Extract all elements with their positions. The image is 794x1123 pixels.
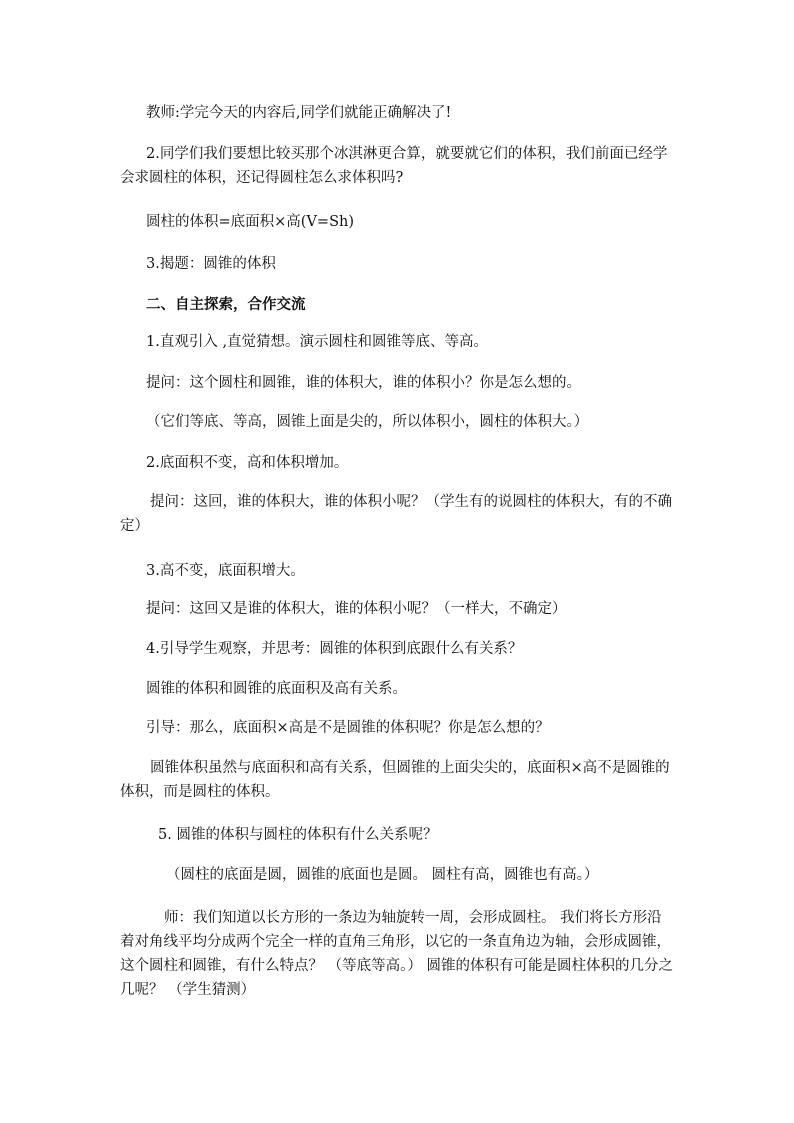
paragraph-cylinder-formula: 圆柱的体积=底面积×高(V=Sh) (146, 214, 355, 230)
section-heading-explore: 二、自主探索，合作交流 (146, 297, 306, 313)
paragraph-intuitive-intro: 1.直观引入 ,直觉猜想。演示圆柱和圆锥等底、等高。 (146, 334, 489, 350)
paragraph-step-2: 2.底面积不变，高和体积增加。 (146, 455, 349, 471)
paragraph-step-5: 5. 圆锥的体积与圆柱的体积有什么关系呢？ (158, 827, 438, 843)
paragraph-compare-ice-cream: 2.同学们我们要想比较买那个冰淇淋更合算，就要就它们的体积，我们前面已经学会求圆柱的体积，还记得圆柱怎么求体积吗? (120, 146, 668, 186)
paragraph-step-4: 4.引导学生观察，并思考：圆锥的体积到底跟什么有关系？ (146, 641, 523, 657)
paragraph-question-3: 提问：这回又是谁的体积大，谁的体积小呢？（一样大，不确定） (146, 601, 567, 617)
paragraph-reveal-topic: 3.揭题：圆锥的体积 (146, 256, 276, 272)
paragraph-question-1: 提问：这个圆柱和圆锥，谁的体积大，谁的体积小？你是怎么想的。 (146, 375, 581, 391)
paragraph-answer-5: （圆柱的底面是圆，圆锥的底面也是圆。 圆柱有高，圆锥也有高。） (166, 867, 599, 883)
paragraph-step-3: 3.高不变，底面积增大。 (146, 563, 305, 579)
paragraph-guide-question: 引导：那么，底面积×高是不是圆锥的体积呢？你是怎么想的？ (146, 720, 550, 736)
paragraph-answer-1: （它们等底、等高，圆锥上面是尖的，所以体积小，圆柱的体积大。） (146, 414, 589, 430)
paragraph-question-2: 提问：这回，谁的体积大，谁的体积小呢？（学生有的说圆柱的体积大，有的不确定） (120, 494, 672, 534)
paragraph-teacher-explanation: 师：我们知道以长方形的一条边为轴旋转一周，会形成圆柱。 我们将长方形沿着对角线平均分成两个完全一样的直角三角形，以它的一条直角边为轴，会形成圆锥，这个圆柱和圆锥，有什么特点？ （等底等高。） 圆锥的体积有可能是圆柱体积的几分之几呢？ （学生猜测） (120, 910, 673, 998)
paragraph-explanation: 圆锥体积虽然与底面积和高有关系，但圆锥的上面尖尖的，底面积×高不是圆锥的体积，而是圆柱的体积。 (120, 760, 670, 800)
paragraph-teacher-intro: 教师:学完今天的内容后,同学们就能正确解决了! (146, 105, 452, 121)
paragraph-relation-statement: 圆锥的体积和圆锥的底面积及高有关系。 (146, 681, 407, 697)
